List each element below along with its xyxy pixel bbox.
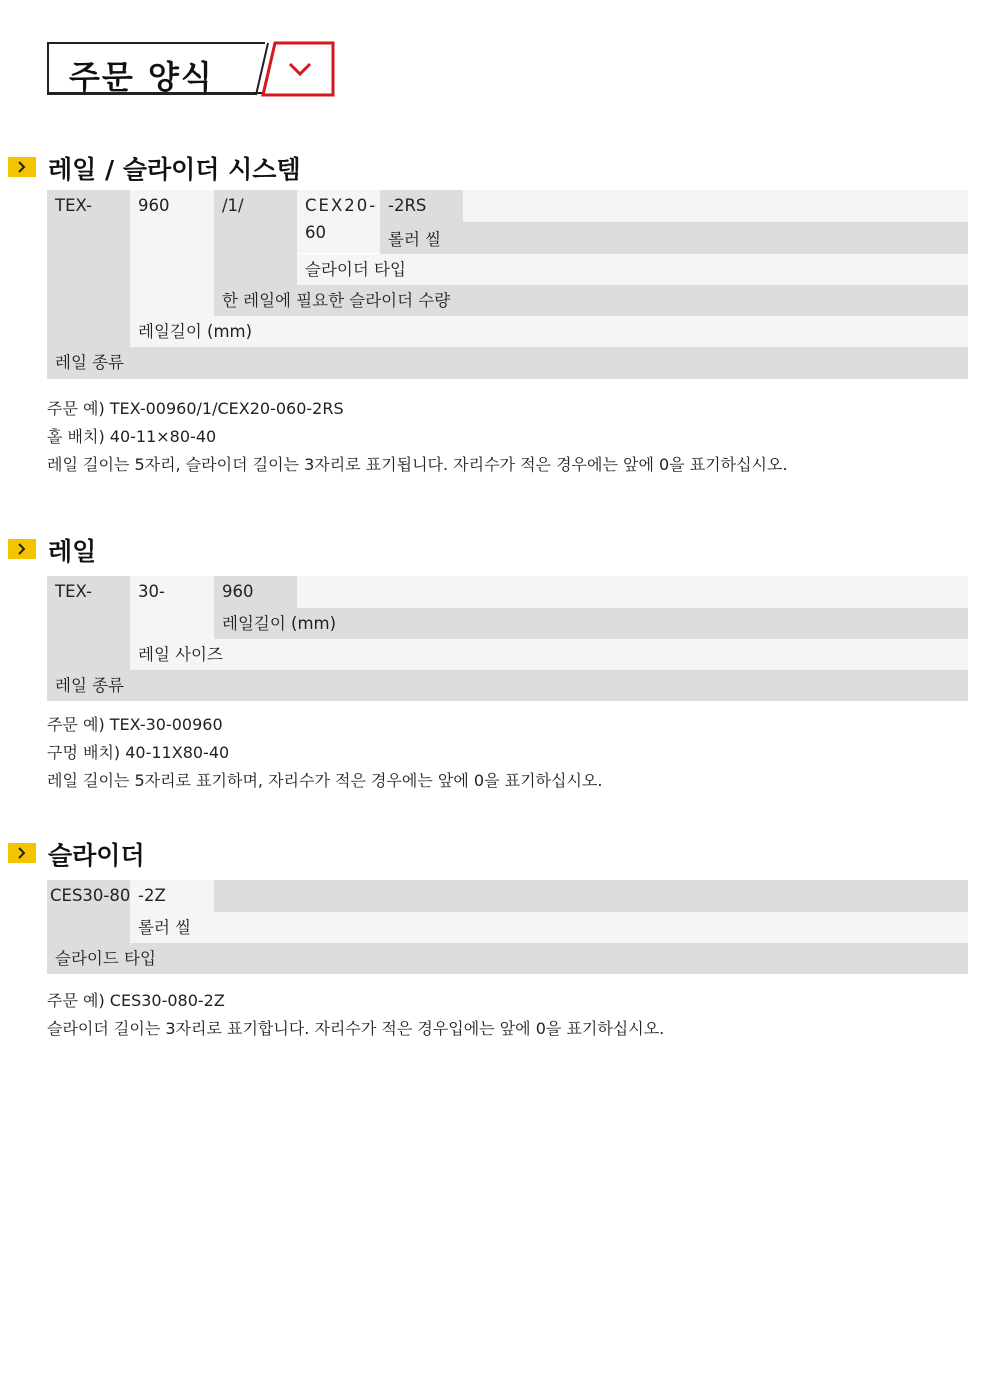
code-length: 960 <box>214 576 297 608</box>
length-note: 레일 길이는 5자리, 슬라이더 길이는 3자리로 표기됩니다. 자리수가 적은 경우에는 앞에 0을 표기하십시오. <box>47 455 788 474</box>
code-tex: TEX- <box>47 190 130 347</box>
blank-cell <box>297 576 968 608</box>
code-slider-type-line2: 60 <box>305 223 326 242</box>
hole-layout: 구멍 배치) 40-11X80-40 <box>47 743 230 762</box>
hole-layout: 홀 배치) 40-11×80-40 <box>47 427 217 446</box>
code-seal: -2Z <box>130 880 214 912</box>
code-tex: TEX- <box>47 576 130 670</box>
label-slider-type: 슬라이드 타입 <box>47 943 968 974</box>
order-example: 주문 예) CES30-080-2Z <box>47 991 225 1010</box>
page-title: 주문 양식 <box>69 58 214 96</box>
code-seal: -2RS <box>380 190 463 222</box>
chevron-down-icon <box>290 64 310 74</box>
length-note: 슬라이더 길이는 3자리로 표기합니다. 자리수가 적은 경우입에는 앞에 0을 표기하십시오. <box>47 1019 665 1038</box>
chevron-right-icon <box>8 843 36 863</box>
code-size: 30- <box>130 576 214 639</box>
section-title: 레일 <box>48 537 97 566</box>
label-roller-seal: 롤러 씰 <box>130 912 968 943</box>
code-slider-type <box>297 190 380 253</box>
chevron-right-icon <box>8 157 36 177</box>
label-slider-count: 한 레일에 필요한 슬라이더 수량 <box>214 285 968 316</box>
label-rail-length: 레일길이 (mm) <box>214 608 968 639</box>
order-example: 주문 예) TEX-30-00960 <box>47 715 223 734</box>
length-note: 레일 길이는 5자리로 표기하며, 자리수가 적은 경우에는 앞에 0을 표기하십시오. <box>47 771 603 790</box>
label-rail-type: 레일 종류 <box>47 670 968 701</box>
label-roller-seal: 롤러 씰 <box>380 222 968 254</box>
blank-cell <box>463 190 968 222</box>
chevron-right-icon <box>8 539 36 559</box>
section-title: 레일 / 슬라이더 시스템 <box>48 155 301 184</box>
title-decoration <box>0 0 340 100</box>
label-rail-length: 레일길이 (mm) <box>130 316 968 347</box>
code-slider-type-line1: CEX20- <box>305 196 378 215</box>
code-count: /1/ <box>214 190 297 285</box>
section-title: 슬라이더 <box>48 841 145 870</box>
code-length: 960 <box>130 190 214 316</box>
label-rail-size: 레일 사이즈 <box>130 639 968 670</box>
code-slider: CES30-80 <box>47 880 130 943</box>
blank-cell <box>214 880 968 912</box>
label-slider-type: 슬라이더 타입 <box>297 254 968 285</box>
order-example: 주문 예) TEX-00960/1/CEX20-060-2RS <box>47 399 344 418</box>
label-rail-type: 레일 종류 <box>47 347 968 379</box>
